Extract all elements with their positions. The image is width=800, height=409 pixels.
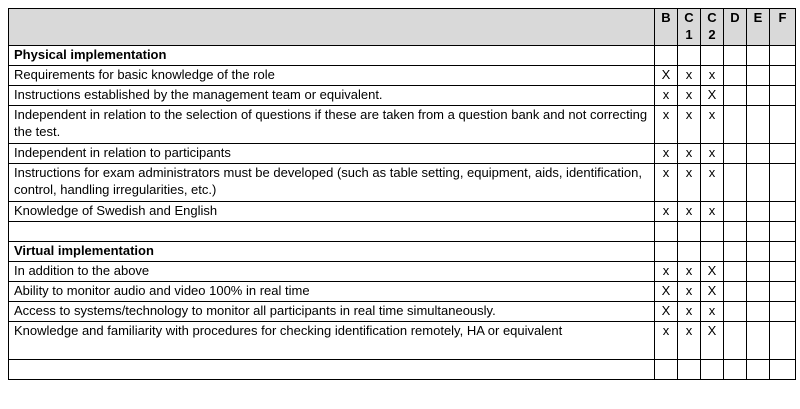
table-row — [9, 86, 796, 106]
requirement-text: Instructions for exam administrators must be developed (such as table setting, equipment, aids, identification, control, handling irregularities, etc.) — [9, 164, 655, 202]
column-header-line: B — [661, 10, 671, 25]
mark-cell-c1: x — [678, 302, 701, 322]
requirement-text: Access to systems/technology to monitor all participants in real time simultaneously. — [9, 302, 655, 322]
mark-cell-d — [724, 322, 747, 360]
mark-cell-f — [770, 106, 796, 144]
column-header-line: C — [684, 10, 694, 25]
mark-cell-e — [747, 322, 770, 360]
mark-cell-c1: x — [678, 144, 701, 164]
column-header-line: C — [707, 10, 717, 25]
mark-cell-f — [770, 242, 796, 262]
mark-cell-f — [770, 322, 796, 360]
requirements-table — [8, 8, 796, 380]
mark-cell-e — [747, 144, 770, 164]
table-row — [9, 322, 796, 360]
spacer-row — [9, 360, 796, 380]
table-row — [9, 164, 796, 202]
mark-cell-f — [770, 66, 796, 86]
mark-cell-d — [724, 106, 747, 144]
mark-cell-e — [747, 202, 770, 222]
mark-cell-d — [724, 360, 747, 380]
mark-cell-b — [655, 242, 678, 262]
table-row — [9, 106, 796, 144]
mark-cell-d — [724, 262, 747, 282]
mark-cell-c1: x — [678, 66, 701, 86]
mark-cell-c2: X — [701, 282, 724, 302]
mark-cell-c2 — [701, 242, 724, 262]
mark-cell-e — [747, 164, 770, 202]
table-row — [9, 262, 796, 282]
mark-cell-c2: x — [701, 66, 724, 86]
mark-cell-c1: x — [678, 262, 701, 282]
table-row — [9, 144, 796, 164]
mark-cell-c1: x — [678, 322, 701, 360]
column-header-line: E — [753, 10, 763, 25]
mark-cell-c2 — [701, 222, 724, 242]
mark-cell-b: X — [655, 302, 678, 322]
requirement-text: Independent in relation to participants — [9, 144, 655, 164]
mark-cell-e — [747, 222, 770, 242]
spacer-row — [9, 222, 796, 242]
mark-cell-e — [747, 242, 770, 262]
mark-cell-e — [747, 86, 770, 106]
section-header-row — [9, 46, 796, 66]
table-row — [9, 302, 796, 322]
mark-cell-c2: X — [701, 322, 724, 360]
mark-cell-c2: x — [701, 106, 724, 144]
mark-cell-d — [724, 144, 747, 164]
mark-cell-c1: x — [678, 164, 701, 202]
requirement-text — [9, 222, 655, 242]
mark-cell-c1: x — [678, 202, 701, 222]
requirement-text: Requirements for basic knowledge of the role — [9, 66, 655, 86]
header-row — [9, 9, 796, 46]
mark-cell-d — [724, 86, 747, 106]
mark-cell-c1: x — [678, 86, 701, 106]
mark-cell-b: x — [655, 106, 678, 144]
mark-cell-b: x — [655, 322, 678, 360]
mark-cell-e — [747, 302, 770, 322]
requirement-text: Instructions established by the management team or equivalent. — [9, 86, 655, 106]
mark-cell-b: X — [655, 282, 678, 302]
mark-cell-d — [724, 202, 747, 222]
column-header-line: 1 — [685, 27, 693, 42]
column-header-line: D — [730, 10, 740, 25]
requirement-text: Ability to monitor audio and video 100% in real time — [9, 282, 655, 302]
section-title: Virtual implementation — [9, 242, 655, 262]
section-title: Physical implementation — [9, 46, 655, 66]
mark-cell-b — [655, 46, 678, 66]
column-header-b — [655, 9, 678, 46]
requirement-text: Knowledge and familiarity with procedures for checking identification remotely, HA or equivalent — [9, 322, 655, 360]
mark-cell-c2: x — [701, 144, 724, 164]
mark-cell-c2: x — [701, 202, 724, 222]
mark-cell-f — [770, 302, 796, 322]
table-row — [9, 282, 796, 302]
column-header-c2 — [701, 9, 724, 46]
table-row — [9, 202, 796, 222]
mark-cell-d — [724, 164, 747, 202]
requirement-text: Knowledge of Swedish and English — [9, 202, 655, 222]
mark-cell-c2: x — [701, 164, 724, 202]
mark-cell-f — [770, 86, 796, 106]
mark-cell-c1: x — [678, 282, 701, 302]
mark-cell-d — [724, 222, 747, 242]
mark-cell-e — [747, 106, 770, 144]
header-description-cell — [9, 9, 655, 46]
mark-cell-b: x — [655, 202, 678, 222]
mark-cell-b — [655, 222, 678, 242]
mark-cell-f — [770, 222, 796, 242]
mark-cell-d — [724, 302, 747, 322]
mark-cell-c1: x — [678, 106, 701, 144]
mark-cell-e — [747, 46, 770, 66]
column-header-d — [724, 9, 747, 46]
mark-cell-b: x — [655, 86, 678, 106]
mark-cell-c1 — [678, 242, 701, 262]
mark-cell-c1 — [678, 46, 701, 66]
mark-cell-c1 — [678, 222, 701, 242]
mark-cell-f — [770, 144, 796, 164]
mark-cell-f — [770, 202, 796, 222]
mark-cell-d — [724, 46, 747, 66]
mark-cell-b: X — [655, 66, 678, 86]
mark-cell-c2 — [701, 46, 724, 66]
mark-cell-b: x — [655, 164, 678, 202]
column-header-line: 2 — [708, 27, 716, 42]
column-header-e — [747, 9, 770, 46]
mark-cell-b: x — [655, 144, 678, 164]
mark-cell-f — [770, 282, 796, 302]
mark-cell-e — [747, 262, 770, 282]
mark-cell-c2 — [701, 360, 724, 380]
mark-cell-f — [770, 46, 796, 66]
column-header-c1 — [678, 9, 701, 46]
table-row — [9, 66, 796, 86]
mark-cell-e — [747, 360, 770, 380]
requirement-text — [9, 360, 655, 380]
mark-cell-f — [770, 360, 796, 380]
mark-cell-e — [747, 282, 770, 302]
mark-cell-c2: X — [701, 262, 724, 282]
mark-cell-c1 — [678, 360, 701, 380]
mark-cell-b — [655, 360, 678, 380]
column-header-line: F — [778, 10, 787, 25]
mark-cell-f — [770, 164, 796, 202]
mark-cell-d — [724, 282, 747, 302]
column-header-f — [770, 9, 796, 46]
mark-cell-d — [724, 66, 747, 86]
requirement-text: Independent in relation to the selection of questions if these are taken from a question bank and not correcting the test. — [9, 106, 655, 144]
requirement-text: In addition to the above — [9, 262, 655, 282]
mark-cell-b: x — [655, 262, 678, 282]
mark-cell-d — [724, 242, 747, 262]
mark-cell-c2: x — [701, 302, 724, 322]
mark-cell-f — [770, 262, 796, 282]
mark-cell-c2: X — [701, 86, 724, 106]
mark-cell-e — [747, 66, 770, 86]
section-header-row — [9, 242, 796, 262]
